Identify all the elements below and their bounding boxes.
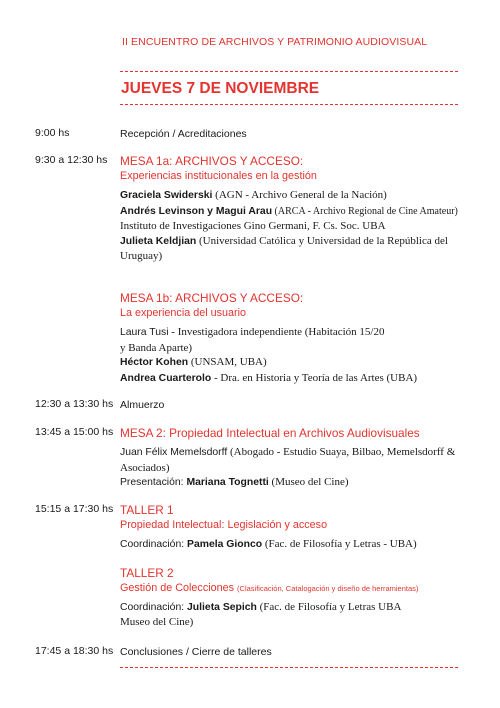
time-label: 9:00 hs bbox=[35, 127, 70, 139]
mesa2-title: MESA 2: Propiedad Intelectual en Archivos Audiovisuales bbox=[120, 426, 420, 440]
session-content bbox=[120, 503, 465, 630]
mesa1b-title: MESA 1b: ARCHIVOS Y ACCESO: bbox=[120, 290, 304, 305]
speaker: Andrea Cuarterolo - Dra. en Historia y Teoría de las Artes (UBA) bbox=[120, 371, 418, 384]
session-content bbox=[120, 154, 465, 386]
taller1-title: TALLER 1 bbox=[120, 503, 174, 517]
coordinator: Coordinación: Julieta Sepich (Fac. de Filosofía y Letras UBA bbox=[120, 600, 402, 613]
session-text: Conclusiones / Cierre de talleres bbox=[120, 646, 272, 658]
session-content bbox=[120, 426, 465, 491]
event-title: II ENCUENTRO DE ARCHIVOS Y PATRIMONIO AUDIOVISUAL bbox=[122, 36, 428, 48]
coordinator: Coordinación: Pamela Gionco (Fac. de Filosofía y Letras - UBA) bbox=[120, 538, 417, 550]
mesa1a-title: MESA 1a: ARCHIVOS Y ACCESO: bbox=[120, 154, 304, 168]
speaker: Laura Tusi - Investigadora independiente (Habitación 15/20 bbox=[120, 325, 385, 338]
session-text: Recepción / Acreditaciones bbox=[120, 128, 247, 140]
time-label: 15:15 a 17:30 hs bbox=[35, 503, 114, 515]
taller2-title: TALLER 2 bbox=[120, 565, 174, 580]
dashed-divider-bottom bbox=[120, 667, 458, 668]
speaker: Julieta Keldjian (Universidad Católica y Universidad de la República del Uruguay) bbox=[120, 234, 448, 263]
speaker-detail: y Banda Aparte) bbox=[120, 341, 193, 354]
dashed-divider-day bbox=[120, 104, 458, 105]
taller2-subtitle: Gestión de Colecciones (Clasificación, Catalogación y diseño de herramientas) bbox=[120, 581, 419, 594]
speaker-detail: Instituto de Investigaciones Gino Germani, F. Cs. Soc. UBA bbox=[120, 220, 386, 233]
session-text: Almuerzo bbox=[120, 399, 165, 411]
coordinator-detail: Museo del Cine) bbox=[120, 616, 194, 629]
presenter: Presentación: Mariana Tognetti (Museo del Cine) bbox=[120, 476, 349, 489]
time-label: 9:30 a 12:30 hs bbox=[35, 154, 108, 166]
day-heading: JUEVES 7 DE NOVIEMBRE bbox=[121, 80, 320, 97]
time-label: 17:45 a 18:30 hs bbox=[35, 645, 114, 657]
dashed-divider-top bbox=[120, 71, 458, 72]
time-label: 13:45 a 15:00 hs bbox=[35, 426, 114, 438]
speaker: Juan Félix Memelsdorff (Abogado - Estudio Suaya, Bilbao, Memelsdorff & Asociados) bbox=[120, 446, 456, 474]
speaker: Héctor Kohen (UNSAM, UBA) bbox=[120, 356, 267, 369]
time-label: 12:30 a 13:30 hs bbox=[35, 398, 114, 410]
speaker: Graciela Swiderski (AGN - Archivo General de la Nación) bbox=[120, 189, 387, 201]
taller1-subtitle: Propiedad Intelectual: Legislación y acceso bbox=[120, 519, 328, 531]
mesa1b-subtitle: La experiencia del usuario bbox=[120, 306, 247, 319]
mesa1a-subtitle: Experiencias institucionales en la gestión bbox=[120, 170, 317, 182]
speaker: Andrés Levinson y Magui Arau (ARCA - Archivo Regional de Cine Amateur) bbox=[120, 205, 458, 217]
